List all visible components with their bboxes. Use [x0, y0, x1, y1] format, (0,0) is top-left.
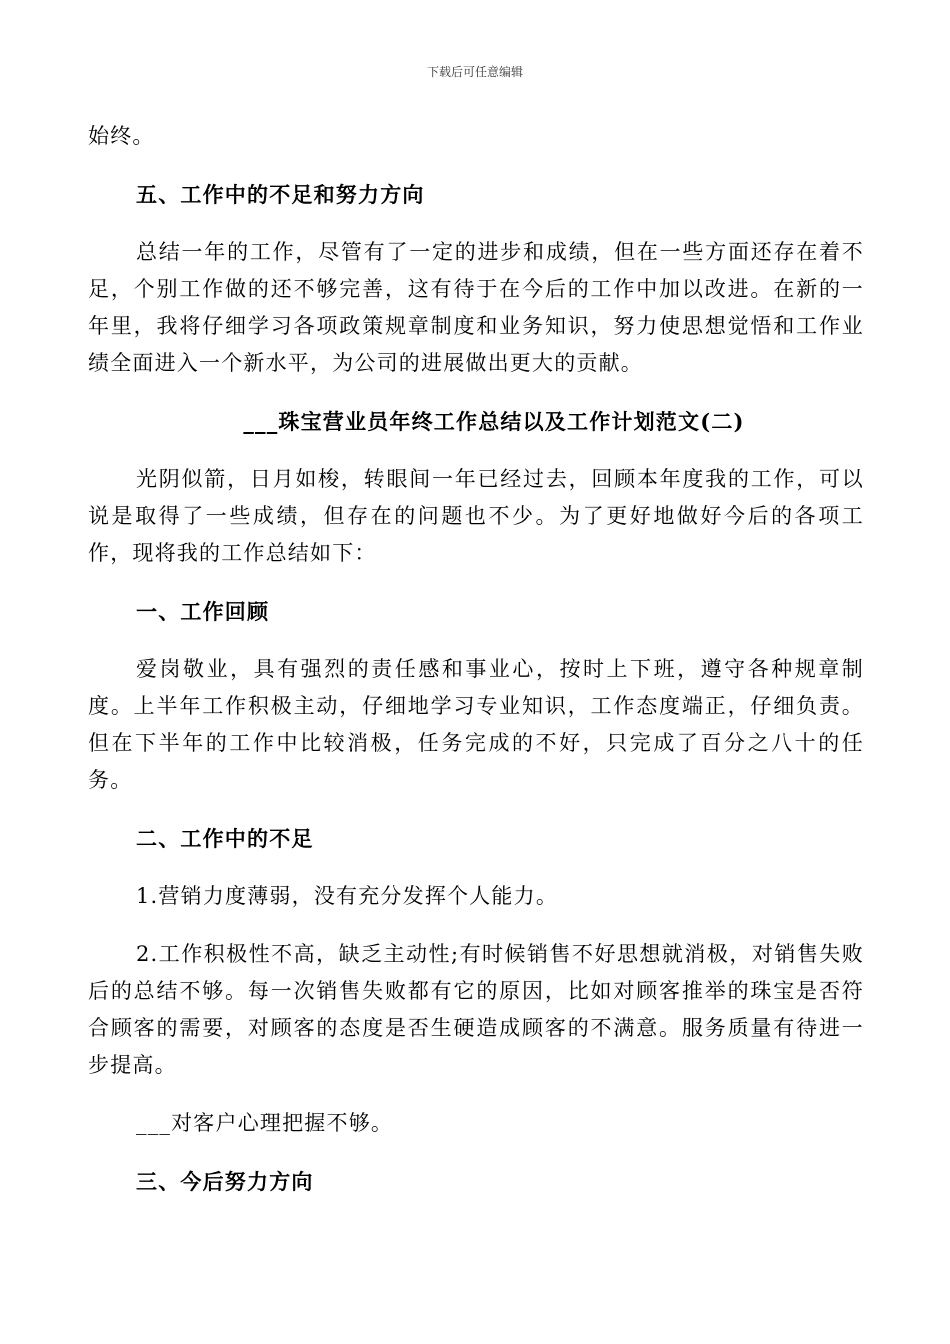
- section-heading-5: 五、工作中的不足和努力方向: [136, 182, 425, 207]
- paragraph-review: 爱岗敬业，具有强烈的责任感和事业心，按时上下班，遵守各种规章制度。上半年工作积极主动，仔细地学习专业知识，工作态度端正，仔细负责。但在下半年的工作中比较消极，任务完成的不好，只完成了百分之八十的任务。: [88, 657, 864, 792]
- spacer: [88, 572, 864, 593]
- spacer: [88, 1084, 864, 1105]
- paragraph-continuation: 始终。: [88, 124, 155, 148]
- spacer: [88, 155, 864, 176]
- spacer: [88, 915, 864, 936]
- list-item-1: 1.营销力度薄弱，没有充分发挥个人能力。: [136, 884, 559, 908]
- section-heading-3: 三、今后努力方向: [136, 1169, 314, 1194]
- paragraph-intro: 光阴似箭，日月如梭，转眼间一年已经过去，回顾本年度我的工作，可以说是取得了一些成绩，但存在的问题也不少。为了更好地做好今后的各项工作，现将我的工作总结如下：: [88, 467, 864, 565]
- spacer: [88, 857, 864, 878]
- document-body: [88, 118, 864, 1200]
- spacer: [88, 799, 864, 820]
- list-item-2: 2.工作积极性不高，缺乏主动性;有时候销售不好思想就消极，对销售失败后的总结不够。每一次销售失败都有它的原因，比如对顾客推举的珠宝是否符合顾客的需要，对顾客的态度是否生硬造成顾客的不满意。服务质量有待进一步提高。: [88, 942, 864, 1077]
- list-item-3: ___对客户心理把握不够。: [136, 1111, 394, 1135]
- spacer: [88, 1142, 864, 1163]
- spacer: [88, 440, 864, 461]
- spacer: [88, 630, 864, 651]
- section-heading-2: 二、工作中的不足: [136, 826, 314, 851]
- spacer: [88, 213, 864, 234]
- page-header: 下载后可任意编辑: [426, 65, 523, 79]
- section-heading-1: 一、工作回顾: [136, 599, 270, 624]
- spacer: [88, 382, 864, 403]
- document-title: ___珠宝营业员年终工作总结以及工作计划范文(二): [243, 409, 745, 434]
- paragraph-summary: 总结一年的工作，尽管有了一定的进步和成绩，但在一些方面还存在着不足，个别工作做的还不够完善，这有待于在今后的工作中加以改进。在新的一年里，我将仔细学习各项政策规章制度和业务知识，努力使思想觉悟和工作业绩全面进入一个新水平，为公司的进展做出更大的贡献。: [88, 240, 864, 375]
